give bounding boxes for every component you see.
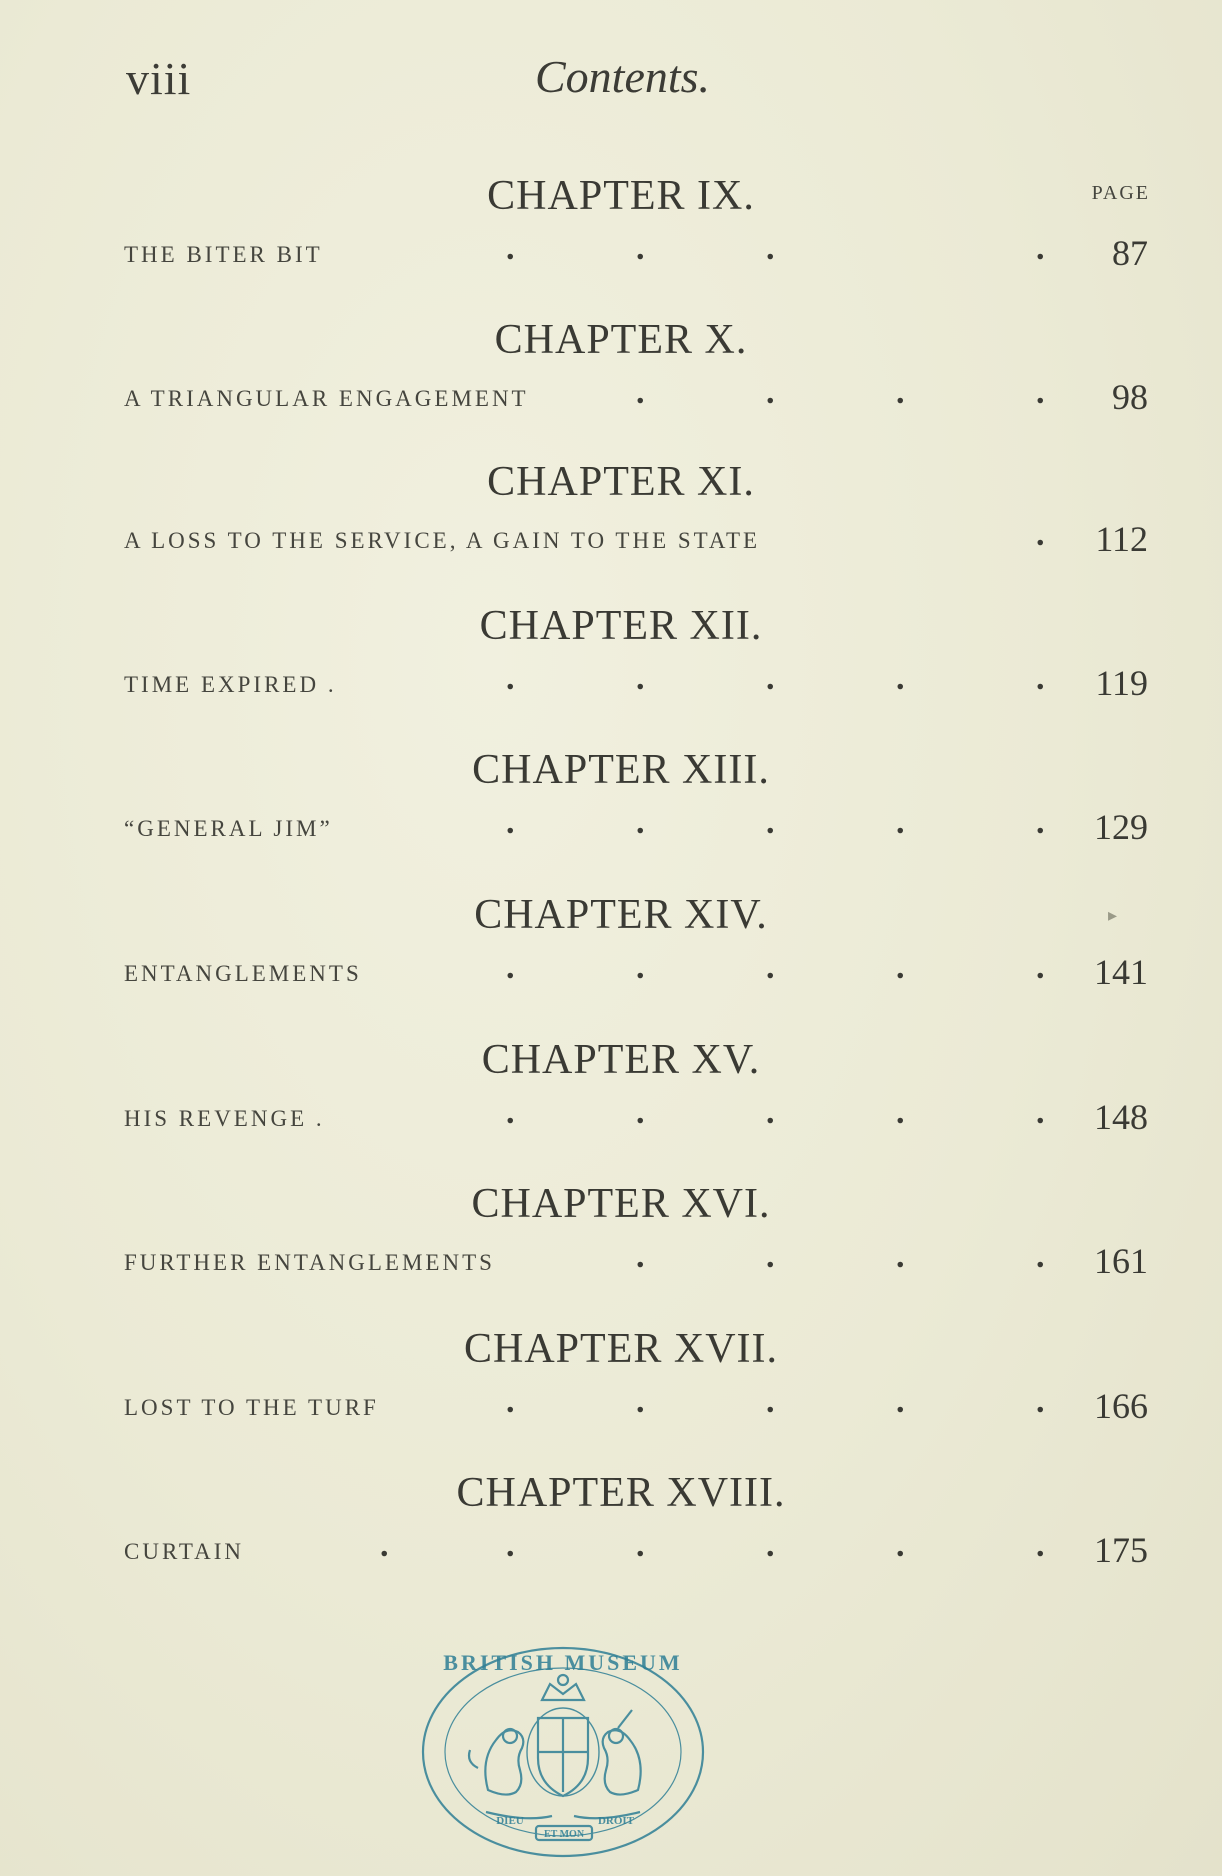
leader-dots: . . . . . . — [380, 1527, 1045, 1564]
stamp-motto-left: DIEU — [496, 1815, 524, 1827]
chapter-title: HIS REVENGE . — [124, 1106, 325, 1131]
chapter-heading: CHAPTER XII. — [479, 603, 763, 649]
stamp-top-text: BRITISH MUSEUM — [443, 1650, 683, 1675]
leader-dots: . . . . . — [506, 1383, 1045, 1420]
page-column-label: PAGE — [1091, 182, 1150, 204]
toc-entry — [0, 1180, 1222, 1325]
chapter-title: ENTANGLEMENTS — [124, 961, 362, 986]
museum-stamp — [418, 1640, 708, 1870]
page-folio: viii — [126, 53, 192, 104]
page-number: 112 — [1095, 519, 1148, 559]
toc-entry — [0, 602, 1222, 747]
leader-dots: . . . . . — [506, 804, 1045, 841]
stamp-motto-right: DROIT — [597, 1815, 635, 1827]
page-number: 141 — [1094, 952, 1148, 992]
page-number: 161 — [1094, 1241, 1148, 1281]
chapter-heading: CHAPTER XI. — [487, 459, 755, 505]
chapter-heading: CHAPTER XVIII. — [456, 1470, 786, 1516]
page-blemish: ▸ — [1108, 905, 1118, 925]
page-number: 87 — [1112, 233, 1148, 273]
page-number: 129 — [1094, 807, 1148, 847]
toc-entry — [0, 458, 1222, 603]
page-number: 98 — [1112, 377, 1148, 417]
leader-dots: . . . . . — [506, 949, 1045, 986]
chapter-title: THE BITER BIT — [124, 242, 323, 267]
chapter-title: TIME EXPIRED . — [124, 672, 337, 697]
leader-dots: . . . . . — [506, 660, 1045, 697]
leader-dots: . . . . — [636, 374, 1045, 411]
chapter-heading: CHAPTER XVI. — [471, 1181, 771, 1227]
stamp-graphic — [418, 1640, 708, 1870]
leader-dots: . . . . . — [506, 1094, 1045, 1131]
toc-entry — [0, 1469, 1222, 1614]
toc-entry — [0, 746, 1222, 891]
page-number: 119 — [1095, 663, 1148, 703]
leader-dots: . . . . — [636, 1238, 1045, 1275]
chapter-heading: CHAPTER XV. — [481, 1037, 761, 1083]
chapter-title: FURTHER ENTANGLEMENTS — [124, 1250, 495, 1275]
chapter-heading: CHAPTER IX. — [487, 173, 755, 219]
toc-entry — [0, 891, 1222, 1036]
toc-entry — [0, 1325, 1222, 1470]
leader-dots: . — [1036, 516, 1045, 553]
leader-dots: . . . . — [506, 230, 1045, 267]
page-number: 175 — [1094, 1530, 1148, 1570]
toc-entry — [0, 172, 1222, 317]
toc-entry — [0, 316, 1222, 461]
chapter-title: “GENERAL JIM” — [124, 816, 333, 841]
chapter-heading: CHAPTER XIV. — [474, 892, 768, 938]
chapter-title: A TRIANGULAR ENGAGEMENT — [124, 386, 529, 411]
stamp-motto-bottom: ET MON — [543, 1829, 585, 1840]
running-title: Contents. — [535, 51, 711, 102]
chapter-heading: CHAPTER XVII. — [464, 1326, 778, 1372]
chapter-title: A LOSS TO THE SERVICE, A GAIN TO THE STATE — [124, 528, 761, 553]
page-number: 148 — [1094, 1097, 1148, 1137]
chapter-title: CURTAIN — [124, 1539, 244, 1564]
toc-entry — [0, 1036, 1222, 1181]
chapter-heading: CHAPTER XIII. — [472, 747, 770, 793]
page-number: 166 — [1094, 1386, 1148, 1426]
chapter-heading: CHAPTER X. — [494, 317, 748, 363]
chapter-title: LOST TO THE TURF — [124, 1395, 379, 1420]
